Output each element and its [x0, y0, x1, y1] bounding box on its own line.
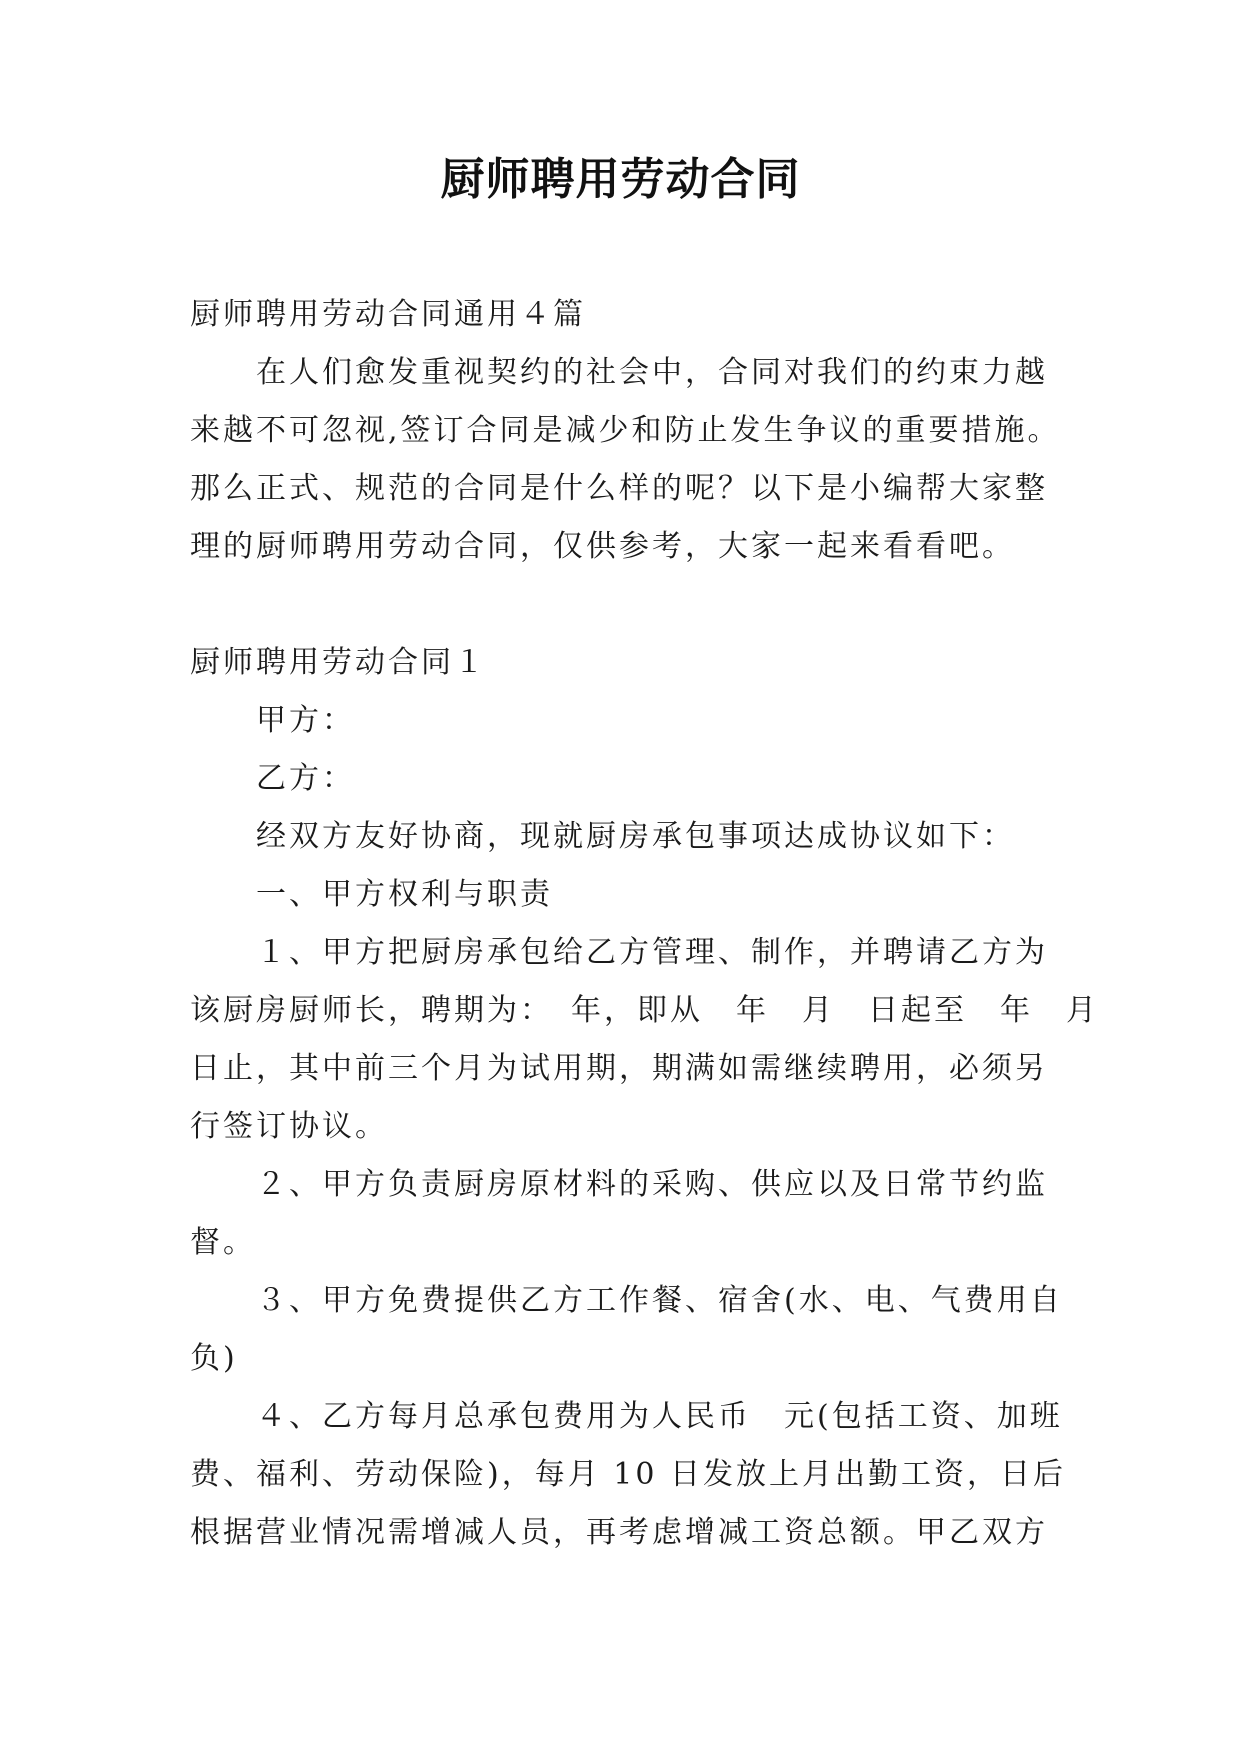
item4-line-2: 费、福利、劳动保险)，每月 10 日发放上月出勤工资，日后	[190, 1457, 1066, 1492]
item2-line-2: 督。	[190, 1225, 256, 1260]
intro-line-3: 那么正式、规范的合同是什么样的呢？以下是小编帮大家整	[190, 471, 1048, 506]
document-subtitle: 厨师聘用劳动合同通用４篇	[190, 297, 586, 332]
paragraph-gap	[190, 576, 1052, 634]
intro-line-1: 在人们愈发重视契约的社会中，合同对我们的约束力越	[256, 355, 1048, 390]
item2-line-1: ２、甲方负责厨房原材料的采购、供应以及日常节约监	[256, 1167, 1048, 1202]
agreement-statement: 经双方友好协商，现就厨房承包事项达成协议如下：	[256, 819, 1015, 854]
item3-line-2: 负)	[190, 1341, 238, 1376]
item3-line-1: ３、甲方免费提供乙方工作餐、宿舍(水、电、气费用自	[256, 1283, 1063, 1318]
item1-line-3: 日止，其中前三个月为试用期，期满如需继续聘用，必须另	[190, 1051, 1048, 1086]
item4-line-3: 根据营业情况需增减人员，再考虑增减工资总额。甲乙双方	[190, 1515, 1048, 1550]
document-title: 厨师聘用劳动合同	[440, 154, 801, 205]
item1-line-4: 行签订协议。	[190, 1109, 388, 1144]
item1-line-1: １、甲方把厨房承包给乙方管理、制作，并聘请乙方为	[256, 935, 1048, 970]
item4-line-1: ４、乙方每月总承包费用为人民币 元(包括工资、加班	[256, 1399, 1063, 1434]
intro-line-4: 理的厨师聘用劳动合同，仅供参考，大家一起来看看吧。	[190, 529, 1015, 564]
document-body	[190, 286, 1099, 1562]
intro-line-2: 来越不可忽视,签订合同是减少和防止发生争议的重要措施。	[190, 413, 1061, 448]
party-b-label: 乙方：	[256, 761, 355, 796]
section-heading: 厨师聘用劳动合同１	[190, 645, 487, 680]
party-a-label: 甲方：	[256, 703, 355, 738]
item1-line-2: 该厨房厨师长，聘期为： 年，即从 年 月 日起至 年 月	[190, 993, 1099, 1028]
clause-heading: 一、甲方权利与职责	[256, 877, 553, 912]
